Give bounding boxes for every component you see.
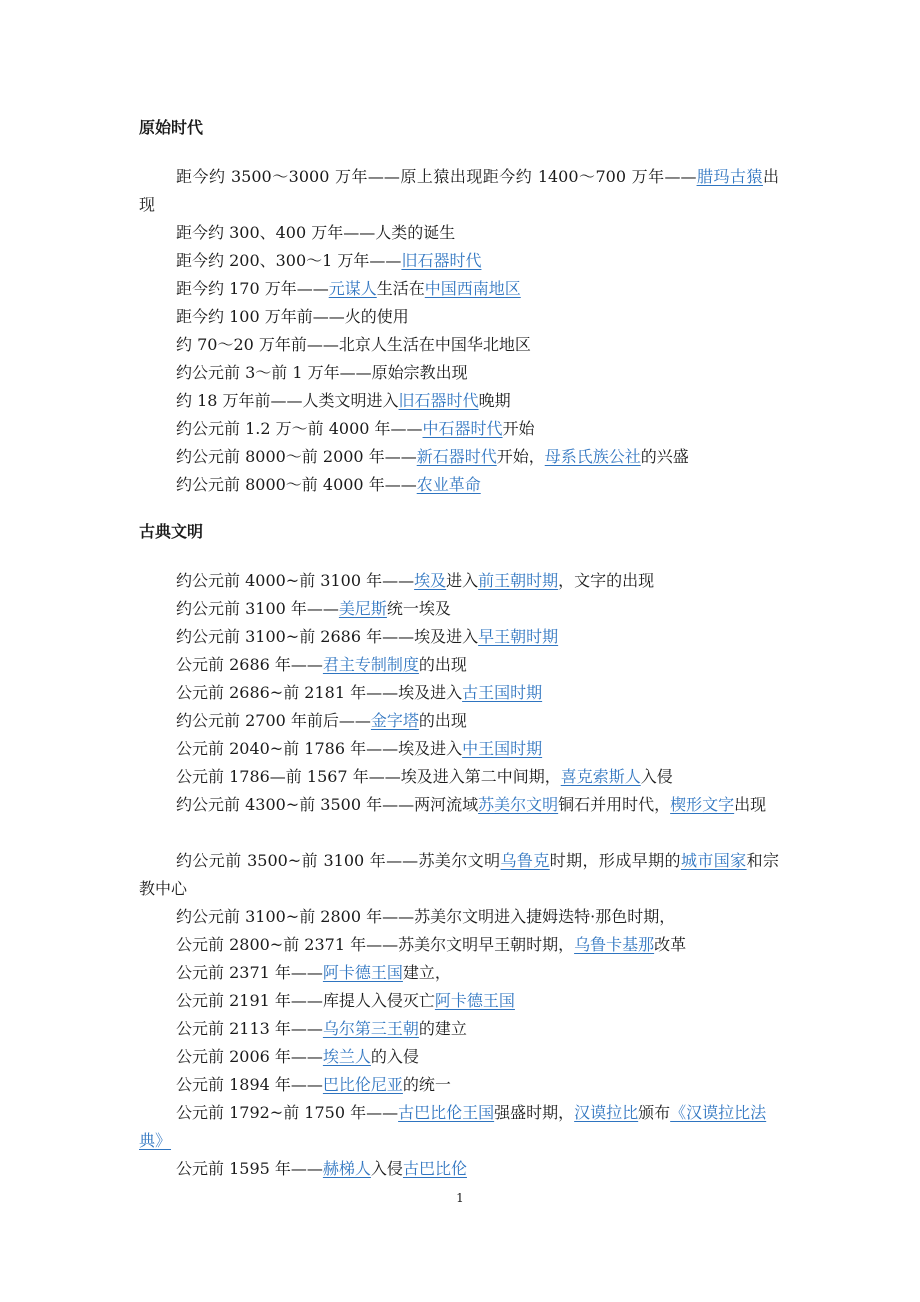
entry-link[interactable]: 苏美尔文明 — [478, 795, 559, 814]
entry-text: 约公元前 1.2 万～前 4000 年—— — [176, 419, 423, 438]
entry-text: 入侵 — [370, 1159, 403, 1178]
entry-text: 的出现 — [418, 655, 467, 674]
entry-text: 公元前 2006 年—— — [176, 1047, 323, 1066]
entry-link[interactable]: 古巴比伦王国 — [398, 1103, 495, 1122]
timeline-entry — [139, 763, 779, 791]
timeline-entry — [139, 303, 779, 331]
timeline-entry — [139, 791, 779, 847]
timeline-entry — [139, 1155, 779, 1183]
entry-text: 公元前 2800~前 2371 年——苏美尔文明早王朝时期， — [176, 935, 575, 954]
entry-link[interactable]: 喜克索斯人 — [560, 767, 641, 786]
entry-text: 入侵 — [640, 767, 673, 786]
entry-text: 的入侵 — [370, 1047, 419, 1066]
entry-link[interactable]: 美尼斯 — [338, 599, 387, 618]
entry-text: 时期，形成早期的 — [549, 851, 681, 870]
entry-text: 公元前 2113 年—— — [176, 1019, 323, 1038]
entry-text: 统一埃及 — [386, 599, 451, 618]
entry-text: 进入 — [446, 571, 479, 590]
entry-link[interactable]: 阿卡德王国 — [434, 991, 515, 1010]
entry-text: 距今约 100 万年前——火的使用 — [176, 307, 409, 326]
timeline-list-primitive — [139, 163, 779, 499]
timeline-entry — [139, 1015, 779, 1043]
entry-link[interactable]: 赫梯人 — [322, 1159, 371, 1178]
entry-text: ，文字的出现 — [558, 571, 655, 590]
entry-link[interactable]: 楔形文字 — [670, 795, 735, 814]
entry-link[interactable]: 旧石器时代 — [398, 391, 479, 410]
entry-text: 约公元前 4300~前 3500 年——两河流域 — [176, 795, 479, 814]
entry-link[interactable]: 《汉谟拉比法典》 — [139, 1103, 767, 1150]
entry-link[interactable]: 腊玛古猿 — [696, 167, 763, 186]
timeline-entry — [139, 1043, 779, 1071]
timeline-entry — [139, 359, 779, 387]
entry-text: 颁布 — [638, 1103, 671, 1122]
entry-text: 的出现 — [418, 711, 467, 730]
entry-text: 铜石并用时代， — [558, 795, 671, 814]
timeline-entry — [139, 623, 779, 651]
entry-text: 公元前 2191 年——库提人入侵灭亡 — [176, 991, 435, 1010]
entry-text: 约公元前 3100 年—— — [176, 599, 339, 618]
entry-text: 距今约 200、300～1 万年—— — [176, 251, 402, 270]
entry-link[interactable]: 汉谟拉比 — [574, 1103, 639, 1122]
entry-text: 公元前 2371 年—— — [176, 963, 323, 982]
entry-text: 建立， — [402, 963, 451, 982]
entry-link[interactable]: 乌鲁卡基那 — [574, 935, 655, 954]
timeline-entry — [139, 735, 779, 763]
entry-text: 约 18 万年前——人类文明进入 — [176, 391, 399, 410]
timeline-entry — [139, 931, 779, 959]
entry-link[interactable]: 阿卡德王国 — [322, 963, 403, 982]
entry-text: 约公元前 3100~前 2686 年——埃及进入 — [176, 627, 479, 646]
entry-text: 公元前 1595 年—— — [176, 1159, 323, 1178]
timeline-entry — [139, 903, 779, 931]
entry-link[interactable]: 乌鲁克 — [500, 851, 550, 870]
entry-text: 开始 — [502, 419, 535, 438]
entry-text: 开始， — [496, 447, 545, 466]
entry-link[interactable]: 君主专制制度 — [322, 655, 419, 674]
section-heading-primitive: 原始时代 — [139, 118, 204, 137]
entry-text: 晚期 — [478, 391, 511, 410]
timeline-list-classical — [139, 567, 779, 1183]
timeline-entry — [139, 387, 779, 415]
entry-link[interactable]: 城市国家 — [680, 851, 747, 870]
entry-link[interactable]: 乌尔第三王朝 — [322, 1019, 419, 1038]
entry-link[interactable]: 旧石器时代 — [401, 251, 482, 270]
entry-text: 约公元前 3100~前 2800 年——苏美尔文明进入捷姆迭特·那色时期， — [176, 907, 676, 926]
timeline-entry — [139, 567, 779, 595]
entry-link[interactable]: 早王朝时期 — [478, 627, 559, 646]
entry-text: 的建立 — [418, 1019, 467, 1038]
timeline-entry — [139, 679, 779, 707]
entry-text: 约公元前 3500~前 3100 年——苏美尔文明 — [176, 851, 501, 870]
timeline-entry — [139, 987, 779, 1015]
timeline-entry — [139, 959, 779, 987]
entry-text: 出现 — [734, 795, 767, 814]
timeline-entry — [139, 707, 779, 735]
entry-link[interactable]: 金字塔 — [370, 711, 419, 730]
timeline-entry — [139, 415, 779, 443]
entry-text: 距今约 3500～3000 万年——原上猿出现距今约 1400～700 万年—— — [176, 167, 697, 186]
entry-text: 强盛时期， — [494, 1103, 575, 1122]
timeline-entry — [139, 331, 779, 359]
entry-text: 距今约 300、400 万年——人类的诞生 — [176, 223, 456, 242]
entry-link[interactable]: 前王朝时期 — [478, 571, 559, 590]
entry-link[interactable]: 古巴比伦 — [402, 1159, 467, 1178]
entry-text: 约公元前 8000～前 2000 年—— — [176, 447, 417, 466]
entry-link[interactable]: 农业革命 — [416, 475, 481, 494]
timeline-entry — [139, 163, 779, 219]
entry-text: 公元前 1894 年—— — [176, 1075, 323, 1094]
timeline-entry — [139, 471, 779, 499]
entry-link[interactable]: 埃及 — [414, 571, 447, 590]
entry-text: 生活在 — [376, 279, 425, 298]
entry-link[interactable]: 中石器时代 — [422, 419, 503, 438]
section-heading-classical: 古典文明 — [139, 522, 204, 541]
entry-text: 的统一 — [402, 1075, 451, 1094]
entry-link[interactable]: 古王国时期 — [462, 683, 543, 702]
entry-link[interactable]: 中王国时期 — [462, 739, 543, 758]
entry-link[interactable]: 元谋人 — [328, 279, 377, 298]
entry-text: 约公元前 3～前 1 万年——原始宗教出现 — [176, 363, 468, 382]
entry-text: 约公元前 8000～前 4000 年—— — [176, 475, 417, 494]
entry-text: 和宗教中心 — [139, 851, 779, 898]
entry-link[interactable]: 新石器时代 — [416, 447, 497, 466]
entry-link[interactable]: 母系氏族公社 — [544, 447, 641, 466]
entry-text: 约 70～20 万年前——北京人生活在中国华北地区 — [176, 335, 531, 354]
entry-text: 距今约 170 万年—— — [176, 279, 329, 298]
timeline-entry — [139, 275, 779, 303]
timeline-entry — [139, 443, 779, 471]
entry-text: 公元前 2686~前 2181 年——埃及进入 — [176, 683, 463, 702]
timeline-entry — [139, 1099, 779, 1155]
entry-text: 公元前 2686 年—— — [176, 655, 323, 674]
entry-link[interactable]: 中国西南地区 — [424, 279, 521, 298]
timeline-entry — [139, 247, 779, 275]
entry-text: 公元前 1792~前 1750 年—— — [176, 1103, 399, 1122]
entry-text: 公元前 2040~前 1786 年——埃及进入 — [176, 739, 463, 758]
timeline-entry — [139, 595, 779, 623]
entry-text: 约公元前 2700 年前后—— — [176, 711, 371, 730]
entry-text: 公元前 1786—前 1567 年——埃及进入第二中间期， — [176, 767, 561, 786]
entry-text: 改革 — [654, 935, 687, 954]
timeline-entry — [139, 847, 779, 903]
timeline-entry — [139, 651, 779, 679]
timeline-entry — [139, 219, 779, 247]
timeline-entry — [139, 1071, 779, 1099]
entry-text: 约公元前 4000~前 3100 年—— — [176, 571, 415, 590]
entry-link[interactable]: 埃兰人 — [322, 1047, 371, 1066]
page-number: 1 — [456, 1191, 464, 1205]
entry-link[interactable]: 巴比伦尼亚 — [322, 1075, 403, 1094]
entry-text: 出现 — [139, 167, 779, 214]
entry-text: 的兴盛 — [640, 447, 689, 466]
